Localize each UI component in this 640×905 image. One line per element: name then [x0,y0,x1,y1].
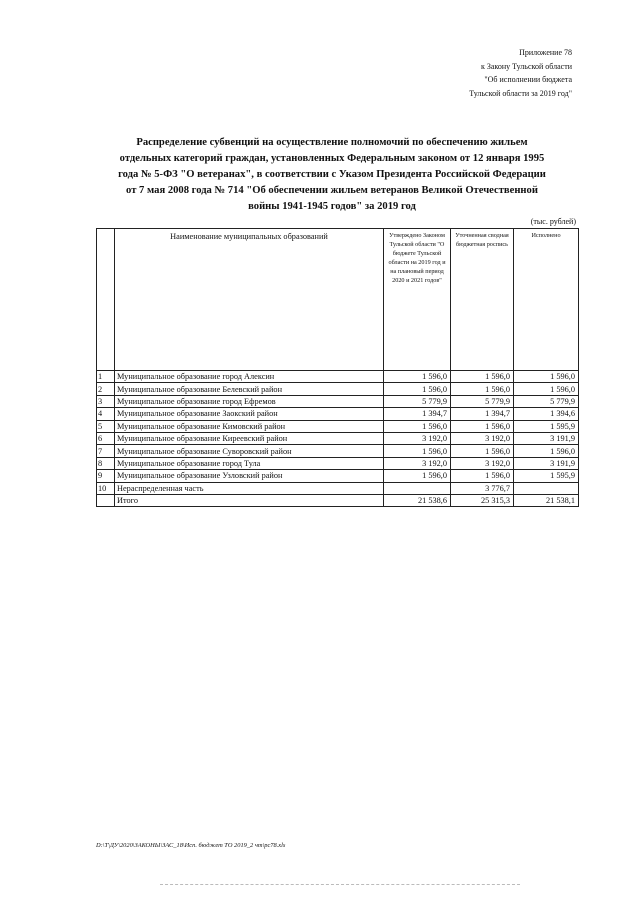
row-executed: 3 191,9 [514,432,579,444]
total-name: Итого [115,494,384,506]
row-number: 7 [97,445,115,457]
row-name: Муниципальное образование город Алексин [115,371,384,383]
row-revised: 1 596,0 [451,383,514,395]
row-number: 10 [97,482,115,494]
total-executed: 21 538,1 [514,494,579,506]
row-number: 5 [97,420,115,432]
row-revised: 5 779,9 [451,395,514,407]
row-name: Нераспределенная часть [115,482,384,494]
row-revised: 1 394,7 [451,408,514,420]
distribution-table [96,228,579,507]
header-revised: Уточненная сводная бюджетная роспись [451,229,514,371]
row-number: 6 [97,432,115,444]
document-title [90,135,574,215]
table-header-row [97,229,579,371]
appendix-line: Тульской области за 2019 год" [469,88,572,98]
row-approved: 5 779,9 [384,395,451,407]
table-row [97,395,579,407]
row-number: 2 [97,383,115,395]
total-revised: 25 315,3 [451,494,514,506]
table-row [97,445,579,457]
row-number: 9 [97,470,115,482]
row-revised: 3 192,0 [451,432,514,444]
row-number: 8 [97,457,115,469]
row-name: Муниципальное образование город Тула [115,457,384,469]
table-row [97,470,579,482]
row-revised: 1 596,0 [451,470,514,482]
appendix-line: к Закону Тульской области [480,61,572,71]
header-executed: Исполнено [514,229,579,371]
row-executed: 1 394,6 [514,408,579,420]
table-total-row [97,494,579,506]
table-row [97,432,579,444]
units-label: (тыс. рублей) [530,217,576,226]
row-name: Муниципальное образование Заокский район [115,408,384,420]
row-executed: 3 191,9 [514,457,579,469]
row-executed: 1 595,9 [514,420,579,432]
table-row [97,383,579,395]
appendix-block [372,46,572,100]
header-number [97,229,115,371]
title-line: отдельных категорий граждан, установленных Федеральным законом от 12 января 1995 [119,153,545,164]
header-approved: Утверждено Законом Тульской области "О бюджете Тульской области на 2019 год и на плановый период 2020 и 2021 годов" [384,229,451,371]
row-name: Муниципальное образование Белевский район [115,383,384,395]
row-name: Муниципальное образование Кимовский район [115,420,384,432]
row-executed: 1 596,0 [514,383,579,395]
title-line: Распределение субвенций на осуществление полномочий по обеспечению жильем [136,137,528,148]
row-approved: 3 192,0 [384,432,451,444]
title-line: войны 1941-1945 годов" за 2019 год [248,201,416,212]
row-approved: 3 192,0 [384,457,451,469]
row-approved: 1 596,0 [384,371,451,383]
row-name: Муниципальное образование Киреевский район [115,432,384,444]
row-revised: 1 596,0 [451,420,514,432]
table-row [97,482,579,494]
scan-edge-divider [160,884,520,885]
table-row [97,371,579,383]
row-executed [514,482,579,494]
row-approved: 1 596,0 [384,420,451,432]
file-path-footer: D:\Т\ДУ\2020\ЗАКОНЫ\ЗАС_18\Исп. бюджет ТО 2019_2 чт\рс78.xls [96,842,286,849]
row-approved: 1 394,7 [384,408,451,420]
row-revised: 1 596,0 [451,371,514,383]
total-approved: 21 538,6 [384,494,451,506]
table-row [97,420,579,432]
row-executed: 1 595,9 [514,470,579,482]
appendix-line: "Об исполнении бюджета [484,75,572,84]
row-number: 3 [97,395,115,407]
row-executed: 1 596,0 [514,445,579,457]
row-approved: 1 596,0 [384,383,451,395]
total-number [97,494,115,506]
row-revised: 1 596,0 [451,445,514,457]
appendix-line: Приложение 78 [519,48,572,57]
row-approved [384,482,451,494]
row-name: Муниципальное образование Узловский район [115,470,384,482]
table-row [97,457,579,469]
row-number: 4 [97,408,115,420]
table-row [97,408,579,420]
row-executed: 5 779,9 [514,395,579,407]
row-approved: 1 596,0 [384,470,451,482]
row-name: Муниципальное образование Суворовский район [115,445,384,457]
row-name: Муниципальное образование город Ефремов [115,395,384,407]
title-line: года № 5-ФЗ "О ветеранах", в соответствии с Указом Президента Российской Федерации [118,169,546,180]
header-name: Наименование муниципальных образований [115,229,384,371]
row-executed: 1 596,0 [514,371,579,383]
row-approved: 1 596,0 [384,445,451,457]
row-revised: 3 776,7 [451,482,514,494]
row-revised: 3 192,0 [451,457,514,469]
title-line: от 7 мая 2008 года № 714 "Об обеспечении жильем ветеранов Великой Отечественной [126,185,538,196]
row-number: 1 [97,371,115,383]
